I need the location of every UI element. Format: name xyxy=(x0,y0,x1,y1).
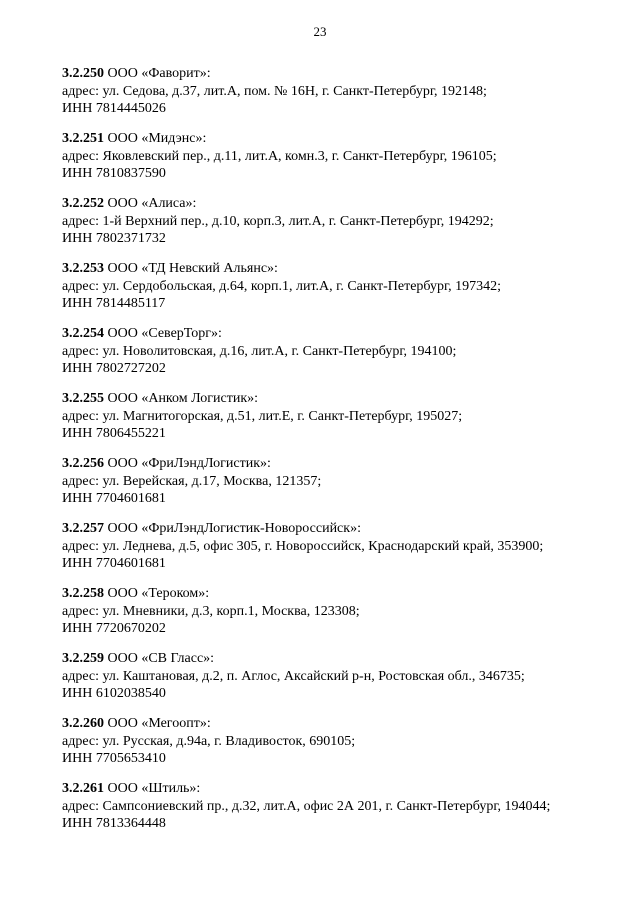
entry-name: ООО «Алиса»: xyxy=(107,196,197,211)
entry-name: ООО «Анком Логистик»: xyxy=(107,391,259,406)
entry-heading xyxy=(62,390,622,408)
entry-address: адрес: Сампсониевский пр., д.32, лит.А, офис 2А 201, г. Санкт-Петербург, 194044; xyxy=(62,798,551,814)
entry-name: ООО «ФриЛэндЛогистик-Новороссийск»: xyxy=(107,521,361,536)
list-item xyxy=(62,455,622,520)
entry-heading xyxy=(62,650,622,668)
entry-heading xyxy=(62,780,622,798)
entry-number: 3.2.258 xyxy=(62,586,104,601)
entry-inn: ИНН 6102038540 xyxy=(62,686,166,702)
list-item xyxy=(62,520,622,585)
entries-list xyxy=(62,65,622,845)
entry-number: 3.2.251 xyxy=(62,131,104,146)
entry-number: 3.2.252 xyxy=(62,196,104,211)
entry-address: адрес: ул. Каштановая, д.2, п. Аглос, Аксайский р-н, Ростовская обл., 346735; xyxy=(62,668,525,684)
entry-heading xyxy=(62,130,622,148)
entry-address: адрес: ул. Сердобольская, д.64, корп.1, лит.А, г. Санкт-Петербург, 197342; xyxy=(62,278,502,294)
entry-address: адрес: ул. Седова, д.37, лит.А, пом. № 16Н, г. Санкт-Петербург, 192148; xyxy=(62,83,487,99)
entry-number: 3.2.257 xyxy=(62,521,104,536)
entry-heading xyxy=(62,715,622,733)
entry-inn: ИНН 7720670202 xyxy=(62,621,166,637)
entry-name: ООО «СВ Гласс»: xyxy=(107,651,215,666)
entry-heading xyxy=(62,585,622,603)
entry-address: адрес: ул. Леднева, д.5, офис 305, г. Новороссийск, Краснодарский край, 353900; xyxy=(62,538,544,554)
list-item xyxy=(62,585,622,650)
list-item xyxy=(62,715,622,780)
entry-name: ООО «ТД Невский Альянс»: xyxy=(107,261,278,276)
entry-inn: ИНН 7806455221 xyxy=(62,426,166,442)
entry-name: ООО «Мидэнс»: xyxy=(107,131,207,146)
entry-address: адрес: ул. Верейская, д.17, Москва, 121357; xyxy=(62,473,322,489)
entry-name: ООО «Тероком»: xyxy=(107,586,210,601)
entry-number: 3.2.259 xyxy=(62,651,104,666)
entry-address: адрес: Яковлевский пер., д.11, лит.А, комн.3, г. Санкт-Петербург, 196105; xyxy=(62,148,497,164)
entry-inn: ИНН 7814485117 xyxy=(62,296,166,312)
entry-address: адрес: ул. Русская, д.94а, г. Владивосток, 690105; xyxy=(62,733,356,749)
entry-heading xyxy=(62,195,622,213)
list-item xyxy=(62,390,622,455)
entry-number: 3.2.253 xyxy=(62,261,104,276)
list-item xyxy=(62,260,622,325)
entry-heading xyxy=(62,260,622,278)
entry-inn: ИНН 7813364448 xyxy=(62,816,166,832)
entry-name: ООО «Мегоопт»: xyxy=(107,716,211,731)
entry-address: адрес: ул. Новолитовская, д.16, лит.А, г. Санкт-Петербург, 194100; xyxy=(62,343,457,359)
entry-inn: ИНН 7802371732 xyxy=(62,231,166,247)
entry-number: 3.2.250 xyxy=(62,66,104,81)
entry-inn: ИНН 7705653410 xyxy=(62,751,166,767)
entry-heading xyxy=(62,520,622,538)
entry-number: 3.2.255 xyxy=(62,391,104,406)
list-item xyxy=(62,650,622,715)
entry-address: адрес: 1-й Верхний пер., д.10, корп.3, лит.А, г. Санкт-Петербург, 194292; xyxy=(62,213,494,229)
list-item xyxy=(62,195,622,260)
entry-heading xyxy=(62,455,622,473)
entry-inn: ИНН 7704601681 xyxy=(62,491,166,507)
entry-name: ООО «ФриЛэндЛогистик»: xyxy=(107,456,271,471)
entry-heading xyxy=(62,325,622,343)
entry-address: адрес: ул. Мневники, д.3, корп.1, Москва, 123308; xyxy=(62,603,360,619)
list-item xyxy=(62,325,622,390)
entry-name: ООО «СеверТорг»: xyxy=(107,326,222,341)
entry-number: 3.2.256 xyxy=(62,456,104,471)
list-item xyxy=(62,130,622,195)
entry-number: 3.2.254 xyxy=(62,326,104,341)
entry-name: ООО «Штиль»: xyxy=(107,781,201,796)
entry-inn: ИНН 7810837590 xyxy=(62,166,166,182)
entry-number: 3.2.261 xyxy=(62,781,104,796)
entry-heading xyxy=(62,65,622,83)
entry-address: адрес: ул. Магнитогорская, д.51, лит.Е, г. Санкт-Петербург, 195027; xyxy=(62,408,463,424)
entry-inn: ИНН 7704601681 xyxy=(62,556,166,572)
list-item xyxy=(62,65,622,130)
list-item xyxy=(62,780,622,845)
entry-number: 3.2.260 xyxy=(62,716,104,731)
entry-inn: ИНН 7802727202 xyxy=(62,361,166,377)
entry-name: ООО «Фаворит»: xyxy=(107,66,211,81)
entry-inn: ИНН 7814445026 xyxy=(62,101,166,117)
page-number: 23 xyxy=(313,24,327,39)
